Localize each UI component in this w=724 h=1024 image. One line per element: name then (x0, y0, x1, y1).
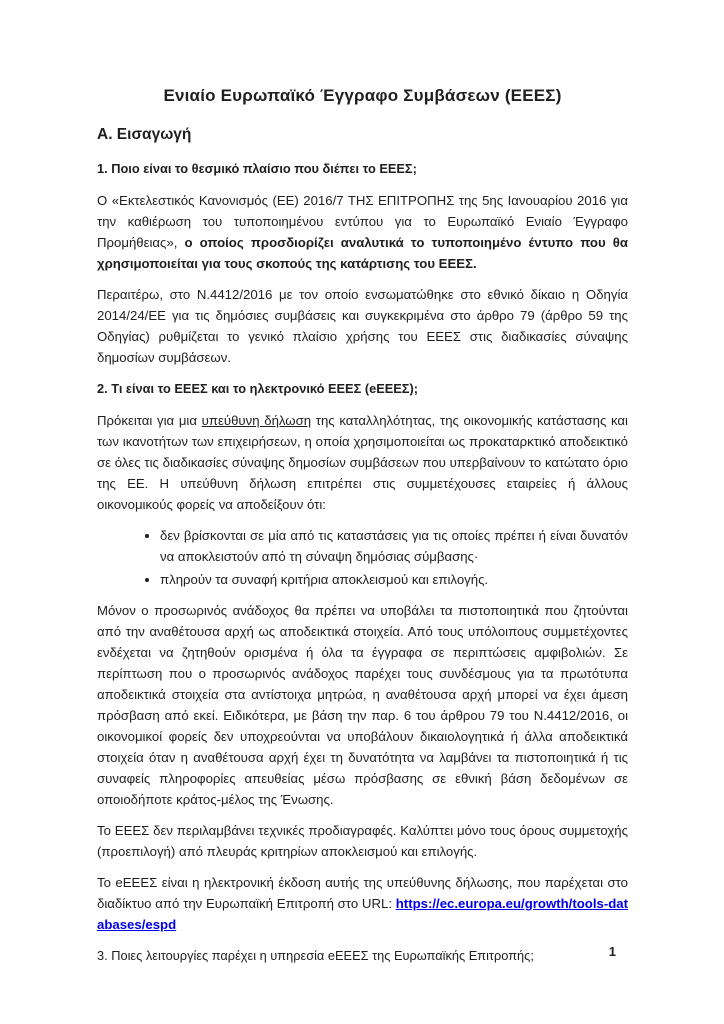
q2-paragraph-2: Μόνον ο προσωρινός ανάδοχος θα πρέπει να υποβάλει τα πιστοποιητικά που ζητούνται από την αναθέτουσα αρχή ως αποδεικτικά στοιχεία. Από τους υπόλοιπους συμμετέχοντες ενδέχεται να ζητηθούν ορισμένα ή όλα τα έγγραφα σε περιπτώσεις αμφιβολιών. Σε περίπτωση που ο προσωρινός ανάδοχος παρέχει τους συνδέσμους για τα πρωτότυπα αποδεικτικά στοιχεία στα αντίστοιχα μητρώα, η αναθέτουσα αρχή μπορεί να έχει άμεση πρόσβαση από εκεί. Ειδικότερα, με βάση την παρ. 6 του άρθρου 79 του Ν.4412/2016, οι οικονομικοί φορείς δεν υποχρεούνται να υποβάλουν δικαιολογητικά ή άλλα αποδεικτικά στοιχεία όταν η αναθέτουσα αρχή έχει τη δυνατότητα να λαμβάνει τα πιστοποιητικά ή τις συναφείς πληροφορίες απευθείας μέσω πρόσβασης σε εθνική βάση δεδομένων σε οποιοδήποτε κράτος-μέλος της Ένωσης. (97, 603, 628, 807)
q1-paragraph-1-regular: Ο «Εκτελεστικός Κανονισμός (ΕΕ) 2016/7 ΤΗΣ ΕΠΙΤΡΟΠΗΣ της 5ης Ιανουαρίου 2016 για την καθιέρωση του τυποποιημένου εντύπου για το Ευρωπαϊκό Ενιαίο Έγγραφο Προμήθειας», (97, 193, 628, 250)
question-3-heading: 3. Ποιες λειτουργίες παρέχει η υπηρεσία eΕΕΕΣ της Ευρωπαϊκής Επιτροπής; (97, 948, 534, 963)
underlined-phrase: υπεύθυνη δήλωση (201, 413, 312, 428)
q2-paragraph-4-text: Το eΕΕΕΣ είναι η ηλεκτρονική έκδοση αυτής της υπεύθυνης δήλωσης, που παρέχεται στο διαδίκτυο από την Ευρωπαϊκή Επιτροπή στο URL: (97, 875, 628, 911)
q1-paragraph-1 (97, 190, 628, 274)
q1-paragraph-2: Περαιτέρω, στο Ν.4412/2016 με τον οποίο ενσωματώθηκε στο εθνικό δίκαιο η Οδηγία 2014/24/ΕΕ για τις δημόσιες συμβάσεις και συγκεκριμένα στο άρθρο 79 (άρθρο 59 της Οδηγίας) ρυθμίζεται το γενικό πλαίσιο χρήσης του ΕΕΕΣ στις διαδικασίες σύναψης δημοσίων συμβάσεων. (97, 287, 628, 365)
q2-paragraph-1-rest: της καταλληλότητας, της οικονομικής κατάστασης και των ικανοτήτων των επιχειρήσεων, η οποία χρησιμοποιείται ως προκαταρκτικό αποδεικτικό σε όλες τις διαδικασίες σύναψης δημοσίων συμβάσεων που υπερβαίνουν το κατώτατο όριο της ΕΕ. Η υπεύθυνη δήλωση επιτρέπει στις συμμετέχουσες εταιρείες ή άλλους οικονομικούς φορείς να αποδείξουν ότι: (97, 413, 628, 512)
bullet-item: • δεν βρίσκονται σε μία από τις καταστάσεις για τις οποίες πρέπει ή είναι δυνατόν να αποκλειστούν από τη σύναψη δημόσιας σύμβασης· (160, 525, 628, 567)
page-number: 1 (608, 944, 616, 959)
q2-paragraph-1-lead: Πρόκειται για μια (97, 413, 202, 428)
q2-bullet-list (97, 525, 628, 590)
q2-paragraph-3: Το ΕΕΕΣ δεν περιλαμβάνει τεχνικές προδιαγραφές. Καλύπτει μόνο τους όρους συμμετοχής (προεπιλογή) από πλευράς κριτηρίων αποκλεισμού και επιλογής. (97, 823, 628, 859)
espd-url-link[interactable]: https://ec.europa.eu/growth/tools-databases/espd (97, 896, 628, 932)
page-title: Ενιαίο Ευρωπαϊκό Έγγραφο Συμβάσεων (ΕΕΕΣ) (163, 86, 562, 105)
q1-paragraph-1-bold: ο οποίος προσδιορίζει αναλυτικά το τυποποιημένο έντυπο που θα χρησιμοποιείται για τους σκοπούς της κατάρτισης του ΕΕΕΣ. (97, 235, 628, 271)
intro-section-heading: Α. Εισαγωγή (97, 126, 192, 143)
bullet-item: • πληρούν τα συναφή κριτήρια αποκλεισμού και επιλογής. (160, 569, 628, 590)
question-2-heading: 2. Τι είναι το ΕΕΕΣ και το ηλεκτρονικό ΕΕΕΣ (eΕΕΕΣ); (97, 381, 419, 396)
q2-paragraph-4 (97, 872, 628, 935)
q2-paragraph-1 (97, 410, 628, 515)
question-1-heading: 1. Ποιο είναι το θεσμικό πλαίσιο που διέπει το ΕΕΕΣ; (97, 161, 417, 176)
